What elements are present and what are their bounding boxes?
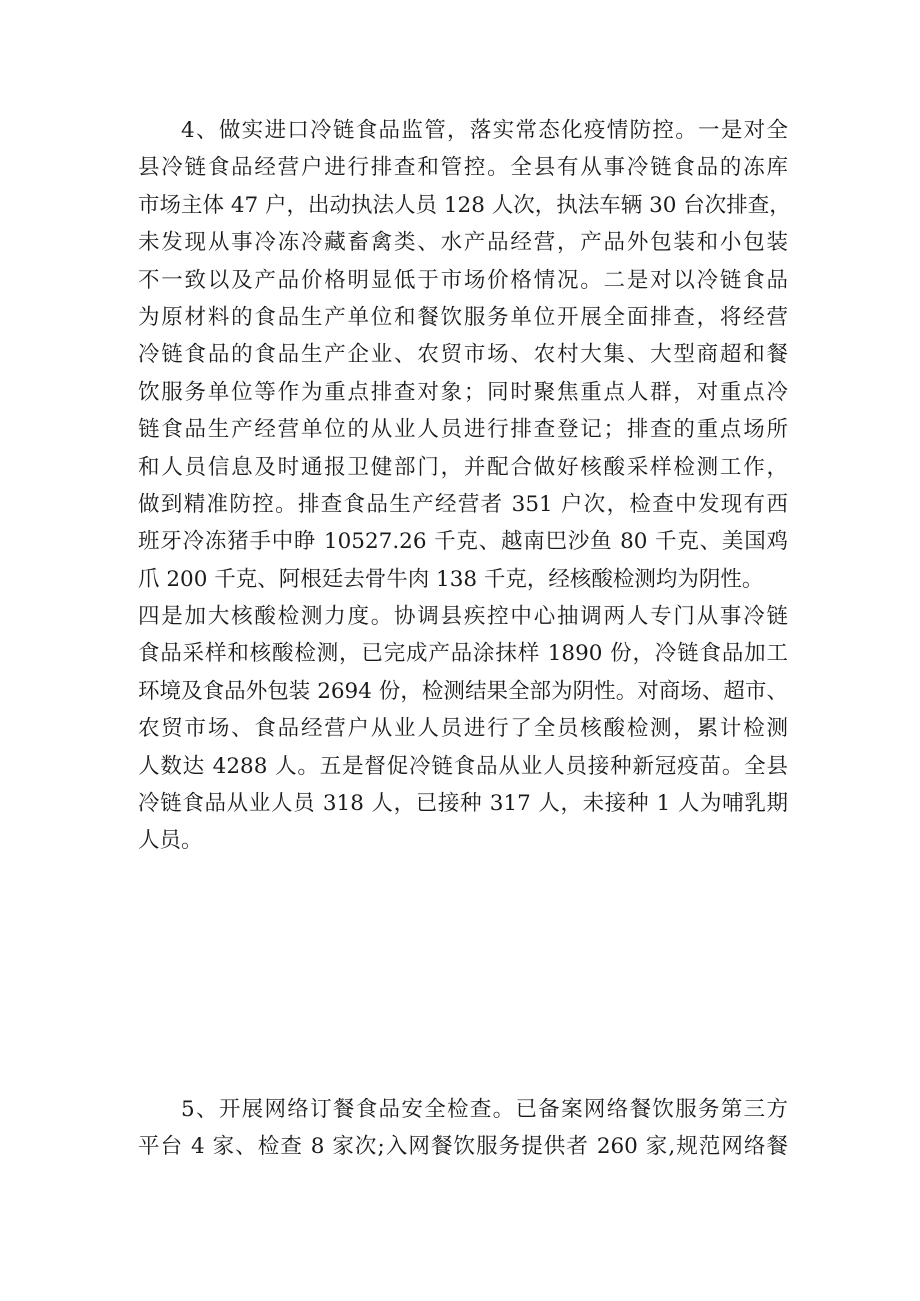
paragraph-line: 5、开展网络订餐食品安全检查。已备案网络餐饮服务第三方 <box>181 1097 788 1122</box>
paragraph-line: 食品采样和核酸检测，已完成产品涂抹样 1890 份，冷链食品加工 <box>138 641 788 667</box>
paragraph-line: 人员。 <box>138 828 203 854</box>
paragraph-line: 做到精准防控。排查食品生产经营者 351 户次，检查中发现有西 <box>138 491 788 517</box>
paragraph-cold-chain-supervision <box>138 112 791 860</box>
paragraph-line: 爪 200 千克、阿根廷去骨牛肉 138 千克，经核酸检测均为阴性。 <box>138 566 764 592</box>
paragraph-line: 农贸市场、食品经营户从业人员进行了全员核酸检测，累计检测 <box>138 716 788 742</box>
paragraph-line: 环境及食品外包装 2694 份，检测结果全部为阴性。对商场、超市、 <box>138 678 788 704</box>
paragraph-line: 市场主体 47 户，出动执法人员 128 人次，执法车辆 30 台次排查， <box>138 192 791 218</box>
paragraph-line: 不一致以及产品价格明显低于市场价格情况。二是对以冷链食品 <box>138 267 788 293</box>
paragraph-line: 县冷链食品经营户进行排查和管控。全县有从事冷链食品的冻库 <box>138 155 788 181</box>
paragraph-line: 冷链食品的食品生产企业、农贸市场、农村大集、大型商超和餐 <box>138 342 788 368</box>
paragraph-line: 和人员信息及时通报卫健部门，并配合做好核酸采样检测工作， <box>138 454 788 480</box>
paragraph-line: 平台 4 家、检查 8 家次;入网餐饮服务提供者 260 家,规范网络餐 <box>138 1134 788 1160</box>
paragraph-line: 班牙冷冻猪手中睁 10527.26 千克、越南巴沙鱼 80 千克、美国鸡 <box>138 529 788 555</box>
paragraph-line: 为原材料的食品生产单位和餐饮服务单位开展全面排查，将经营 <box>138 304 788 330</box>
paragraph-line: 冷链食品从业人员 318 人，已接种 317 人，未接种 1 人为哺乳期 <box>138 791 788 817</box>
paragraph-line: 饮服务单位等作为重点排查对象；同时聚焦重点人群，对重点冷 <box>138 379 788 405</box>
paragraph-line: 四是加大核酸检测力度。协调县疾控中心抽调两人专门从事冷链 <box>138 604 788 630</box>
paragraph-line: 链食品生产经营单位的从业人员进行排查登记；排查的重点场所 <box>138 417 788 443</box>
paragraph-line: 4、做实进口冷链食品监管，落实常态化疫情防控。一是对全 <box>181 118 788 143</box>
paragraph-line: 人数达 4288 人。五是督促冷链食品从业人员接种新冠疫苗。全县 <box>138 753 788 779</box>
paragraph-line: 未发现从事冷冻冷藏畜禽类、水产品经营，产品外包装和小包装 <box>138 230 788 256</box>
paragraph-online-ordering-inspection <box>138 1091 788 1166</box>
